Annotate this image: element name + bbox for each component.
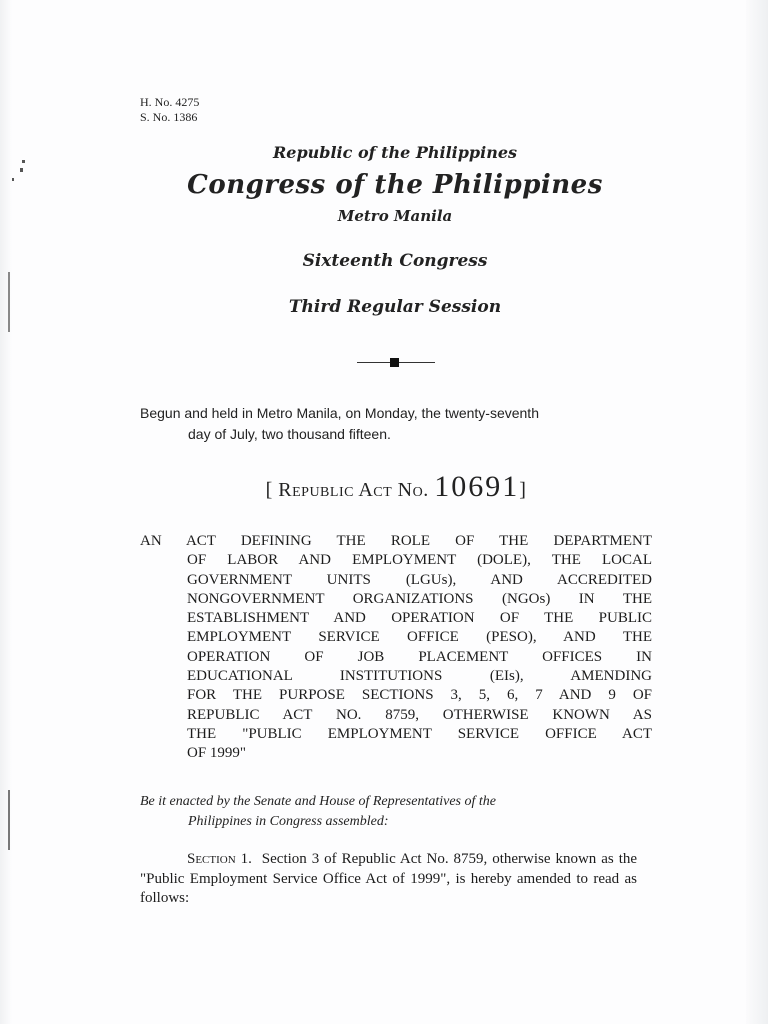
house-bill-number: H. No. 4275 [140,95,200,109]
act-title-line: EMPLOYMENT SERVICE OFFICE (PESO), AND THE [187,629,652,646]
enacting-clause [140,792,660,832]
republic-act-label: Republic Act No. [278,479,429,501]
section-1 [140,850,637,909]
act-title-line: NONGOVERNMENT ORGANIZATIONS (NGOs) IN THE [187,590,652,607]
begun-line-2: day of July, two thousand fifteen. [188,426,391,442]
act-title-line: REPUBLIC ACT NO. 8759, OTHERWISE KNOWN AS [187,706,652,723]
act-title-line: EDUCATIONAL INSTITUTIONS (EIs), AMENDING [187,668,652,685]
act-title-line: OF 1999" [187,745,247,762]
header-republic: Republic of the Philippines [272,143,518,162]
bracket-open: [ [265,479,279,501]
bracket-close: ] [519,479,527,501]
begun-and-held-statement [140,403,680,445]
divider-center-square [390,358,399,367]
act-title-line: AN ACT DEFINING THE ROLE OF THE DEPARTMENT [140,533,652,549]
republic-act-title [0,470,768,504]
section-1-text: Section 3 of Republic Act No. 8759, otherwise known as the "Public Employment Service Office Act of 1999", is hereby amended to read as follows: [140,851,638,906]
act-title-line: ESTABLISHMENT AND OPERATION OF THE PUBLIC [187,610,652,627]
act-title-line: OPERATION OF JOB PLACEMENT OFFICES IN [187,648,652,665]
scan-mark [8,790,10,850]
header-congress-number: Sixteenth Congress [302,251,488,271]
header-congress: Congress of the Philippines [187,170,603,200]
act-title-line: GOVERNMENT UNITS (LGUs), AND ACCREDITED [187,571,652,588]
republic-act-number: 10691 [434,470,520,503]
act-title-line: THE "PUBLIC EMPLOYMENT SERVICE OFFICE ACT [187,725,652,742]
header-session: Third Regular Session [288,297,502,317]
act-title [140,532,652,764]
header-location: Metro Manila [337,207,453,225]
enacting-line-1: Be it enacted by the Senate and House of Representatives of the [140,794,496,809]
section-1-label: Section 1. [187,851,252,867]
begun-line-1: Begun and held in Metro Manila, on Monday, the twenty-seventh [140,405,539,421]
bill-numbers [140,95,199,125]
enacting-line-2: Philippines in Congress assembled: [188,814,389,829]
act-title-line: FOR THE PURPOSE SECTIONS 3, 5, 6, 7 AND 9 OF [187,687,652,704]
senate-bill-number: S. No. 1386 [140,110,198,124]
act-title-line: OF LABOR AND EMPLOYMENT (DOLE), THE LOCAL [187,552,652,569]
